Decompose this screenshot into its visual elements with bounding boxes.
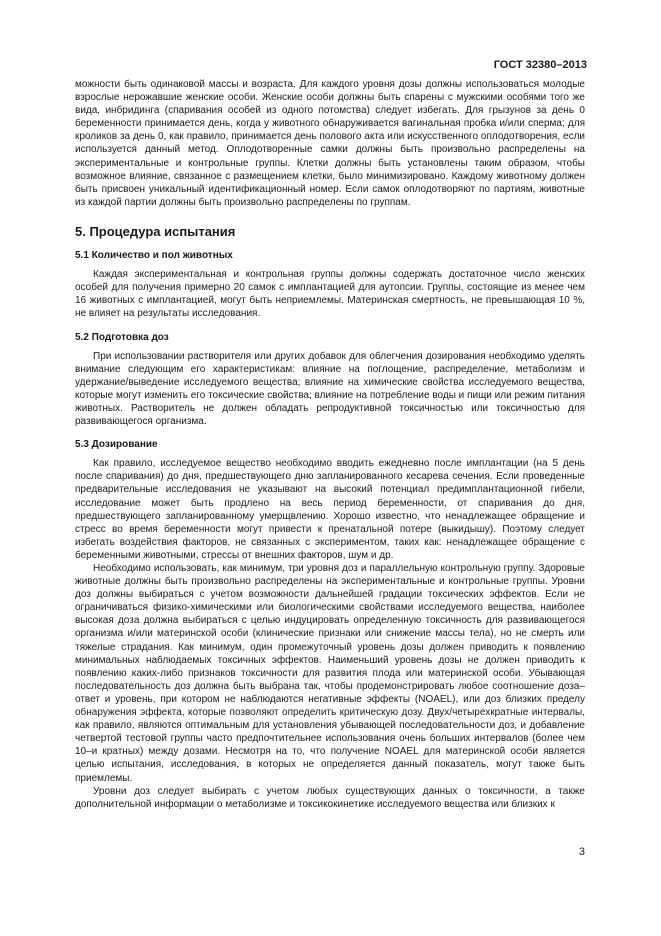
page-number: 3 xyxy=(578,846,585,858)
document-body xyxy=(75,78,585,811)
paragraph-5-3-c: Уровни доз следует выбирать с учетом любых существующих данных о токсичности, а также дополнительной информации о метаболизме и токсикокинетике исследуемого вещества или близких к xyxy=(75,785,585,810)
subsection-title-5-2: 5.2 Подготовка доз xyxy=(75,331,169,343)
paragraph-5-3-b: Необходимо использовать, как минимум, три уровня доз и параллельную контрольную группу. Здоровые животные должны быть произвольно распределены на экспериментальные и контрольные группы. Уровни доз должны выбираться с учетом возможности дальнейшей градации токсических эффектов. Если не ограничиваться физико-химическими или биологическими свойствами исследуемого вещества, наиболее высокая доза должна выбираться с целью индуцировать определенную токсичность для развивающегося организма и/или материнской особи (клинические признаки или снижение массы тела), но не смерть или тяжелые страдания. Как минимум, один промежуточный уровень дозы должен приводить к появлению минимальных наблюдаемых токсичных эффектов. Наименьший уровень дозы не должен приводить к появлению каких-либо признаков токсичности для развития плода или материнской особи. Убывающая последовательность доз должна быть выбрана так, чтобы продемонстрировать любое соотношение доза–ответ и уровень, при котором не наблюдаются негативные эффекты (NOAEL), или доз близких пределу обнаружения эффекта, которые позволяют определить критическую дозу. Двух/четырехкратные интервалы, как правило, являются оптимальным для установления убывающей последовательности доз, и добавление четвертой тестовой группы часто предпочтительнее использования очень больших интервалов (более чем 10–и кратных) между дозами. Несмотря на то, что получение NOAEL для материнской особи является целью испытания, исследования, в которых не определяется данный показатель, могут также быть приемлемы. xyxy=(75,563,585,784)
intro-paragraph: можности быть одинаковой массы и возраста. Для каждого уровня дозы должны использоваться молодые взрослые нерожавшие женские особи. Женские особи должны быть спарены с мужскими особями того же вида, инбридинга (спаривания особей из одного потомства) следует избегать. Для грызунов за день 0 беременности принимается день, когда у животного обнаруживается вагинальная пробка и/или сперма; для кроликов за день 0, как правило, принимается день полового акта или искусственного оплодотворения, если используется данный метод. Оплодотворенные самки должны быть произвольно распределены на экспериментальные и контрольные группы. Клетки должны быть установлены таким образом, чтобы возможное влияние, связанное с размещением клетки, было минимизировано. Каждому животному должен быть присвоен уникальный идентификационный номер. Если самок оплодотворяют по партиям, животные из каждой партии должны быть произвольно распределены по группам. xyxy=(75,79,585,208)
paragraph-5-2: При использовании растворителя или других добавок для облегчения дозирования необходимо уделять внимание следующим его характеристикам: влияние на поглощение, распределение, метаболизм и удержание/выведение исследуемого вещества; влияние на химические свойства исследуемого вещества, которые могут изменить его токсические свойства; влияние на потребление воды и пищи или режим питания животных. Растворитель не должен обладать репродуктивной токсичностью или токсичностью для развивающегося организма. xyxy=(75,350,585,428)
section-title: 5. Процедура испытания xyxy=(75,223,236,239)
paragraph-5-3-a: Как правило, исследуемое вещество необходимо вводить ежедневно после имплантации (на 5 день после спаривания) до дня, предшествующего дню запланированного кесарева сечения. Если проведенные предварительные исследования не указывают на высокий потенциал предимплантационной гибели, исследование может быть продлено на весь период беременности, от спаривания до дня, предшествующего запланированному умерщвлению. Хорошо известно, что ненадлежащее обращение и стресс во время беременности могут привести к пренатальной потере (выкидышу). Поэтому следует избегать воздействия факторов, не связанных с экспериментом, таких как: ненадлежащее обращение с беременными животными, стрессы от внешних факторов, шум и др. xyxy=(75,458,585,561)
subsection-title-5-3: 5.3 Дозирование xyxy=(75,439,158,451)
paragraph-5-1: Каждая экспериментальная и контрольная группы должны содержать достаточное число женских особей для получения примерно 20 самок с имплантацией для аутопсии. Группы, состоящие из менее чем 16 животных с имплантацией, могут быть неприемлемы. Материнская смертность, не превышающая 10 %, не влияет на результаты исследования. xyxy=(75,269,585,320)
subsection-title-5-1: 5.1 Количество и пол животных xyxy=(75,250,233,262)
standard-header: ГОСТ 32380–2013 xyxy=(493,59,587,71)
